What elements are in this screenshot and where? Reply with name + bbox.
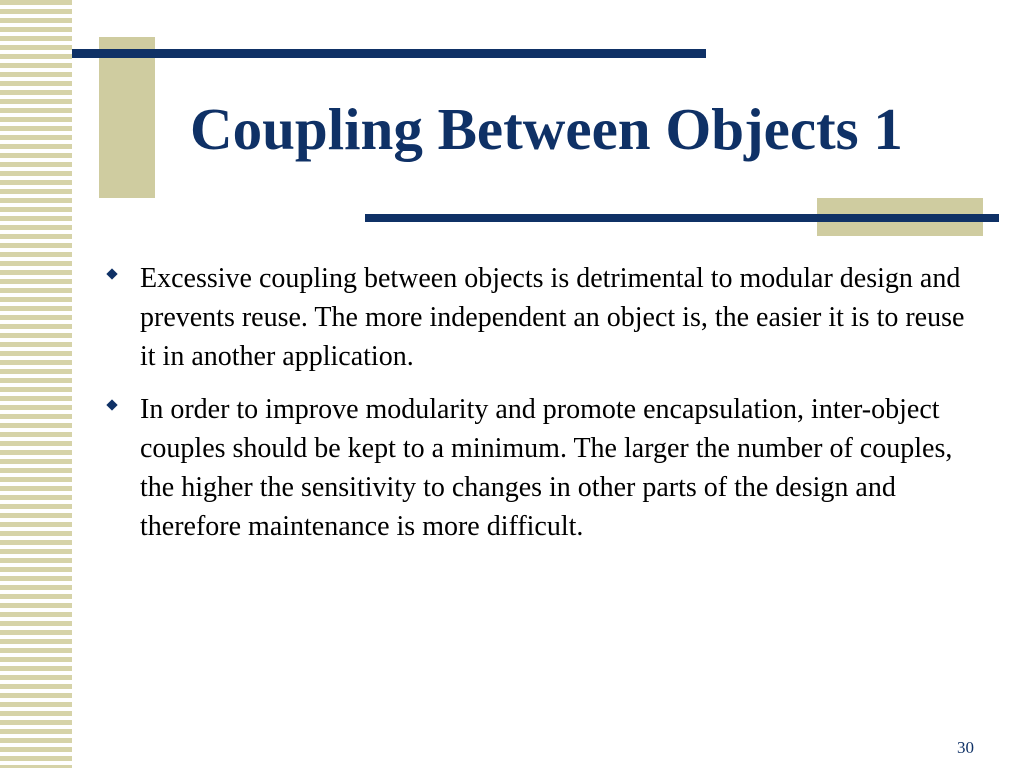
decorative-navy-bar-top (72, 49, 706, 58)
diamond-bullet-icon (106, 399, 118, 411)
bullet-item (104, 390, 974, 546)
bullet-item (104, 259, 974, 376)
decorative-khaki-block-tall (99, 37, 155, 198)
diamond-bullet-icon (106, 268, 118, 280)
bullet-list (104, 259, 974, 560)
decorative-stripe-strip (0, 0, 72, 768)
bullet-text: Excessive coupling between objects is detrimental to modular design and prevents reuse. The more independent an object is, the easier it is to reuse it in another application. (140, 263, 965, 372)
decorative-navy-bar-bottom (365, 214, 999, 222)
slide-title: Coupling Between Objects 1 (190, 96, 903, 162)
bullet-text: In order to improve modularity and promote encapsulation, inter-object couples should be kept to a minimum. The larger the number of couples, the higher the sensitivity to changes in other parts of the design and therefore maintenance is more difficult. (140, 394, 953, 542)
slide-page-number: 30 (957, 738, 974, 757)
